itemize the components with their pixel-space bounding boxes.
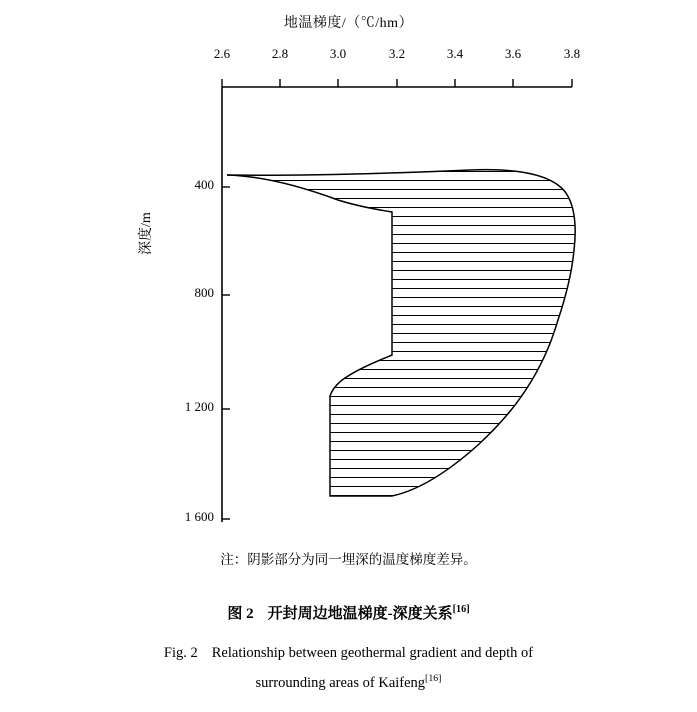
y-axis-ticks [222, 187, 230, 519]
caption-cn-text: 开封周边地温梯度-深度关系 [267, 606, 453, 622]
caption-cn-ref: [16] [452, 604, 470, 615]
caption-en-ref: [16] [425, 673, 442, 684]
shaded-gradient-band [220, 160, 600, 510]
x-tick-label-3: 3.2 [388, 46, 406, 61]
figure-caption-en [0, 640, 697, 696]
x-tick-label-4: 3.4 [446, 46, 464, 61]
x-tick-label-0: 2.6 [213, 46, 231, 61]
figure-caption-cn [0, 602, 697, 623]
x-tick-label-2: 3.0 [329, 46, 347, 61]
y-tick-label-1: 800 [194, 285, 214, 300]
y-tick-label-0: 400 [194, 177, 214, 192]
caption-en-number: Fig. 2 [163, 645, 198, 661]
caption-en-line1: Relationship between geothermal gradient and depth of [211, 645, 534, 661]
figure-note: 注：阴影部分为同一埋深的温度梯度差异。 [220, 552, 477, 567]
x-axis-title: 地温梯度/（℃/hm） [283, 16, 414, 31]
y-tick-label-3: 1 600 [184, 509, 214, 524]
caption-cn-number: 图 2 [227, 606, 254, 622]
y-tick-label-2: 1 200 [184, 399, 214, 414]
caption-en-line2: surrounding areas of Kaifeng [255, 674, 426, 691]
x-tick-label-1: 2.8 [271, 46, 289, 61]
y-axis-title: 深度/m [139, 212, 154, 255]
x-axis-ticks [222, 79, 572, 87]
x-tick-label-5: 3.6 [504, 46, 522, 61]
x-tick-label-6: 3.8 [563, 46, 581, 61]
